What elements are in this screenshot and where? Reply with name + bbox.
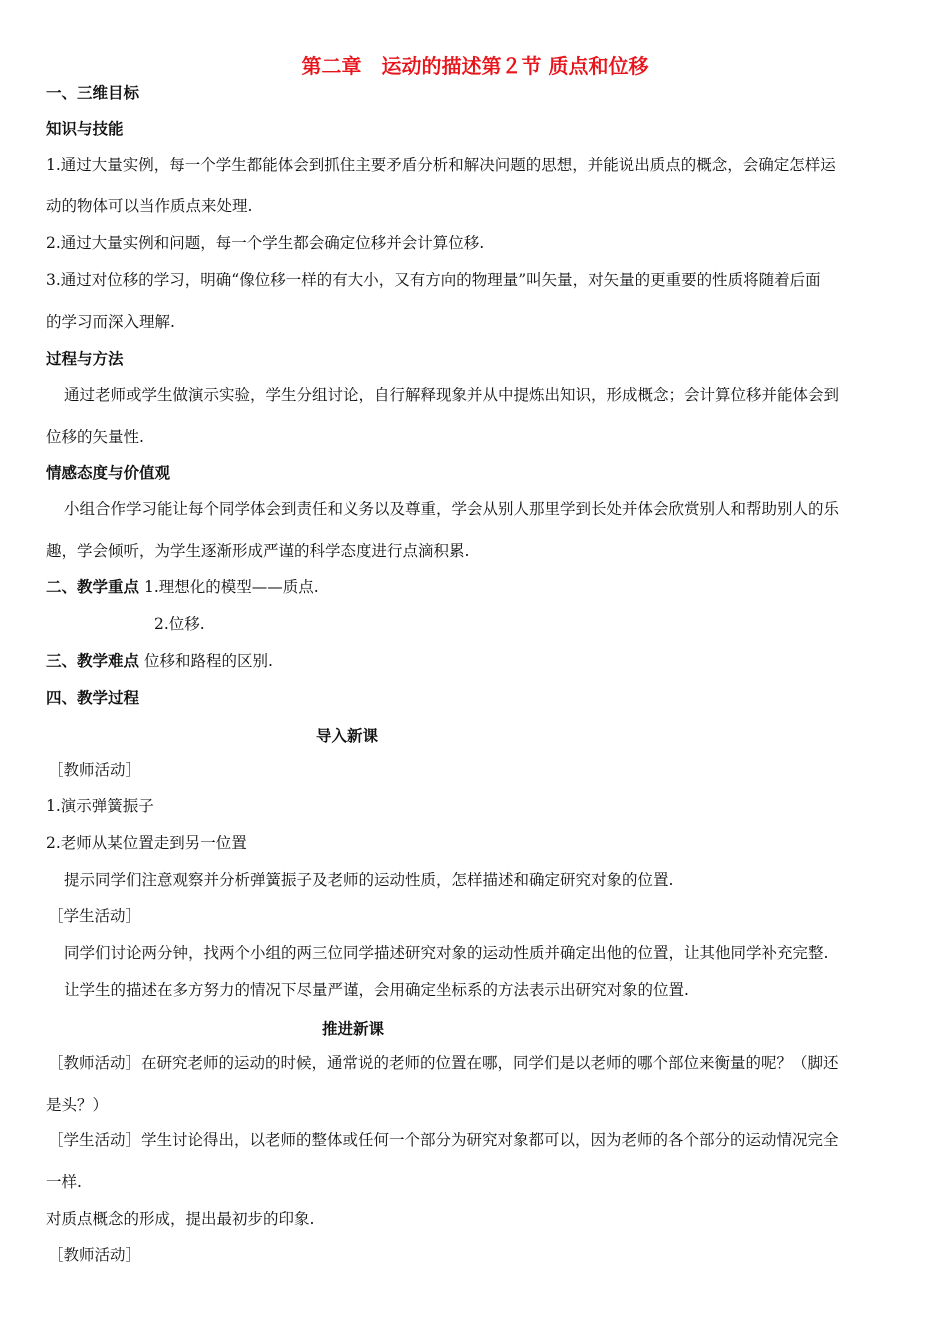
section-heading-process: 四、教学过程 (46, 689, 140, 707)
teacher-activity-label-1: ［教师活动］ (48, 761, 142, 779)
key-point-1: 1.理想化的模型——质点. (143, 578, 319, 596)
difficulty-row (46, 651, 273, 671)
teacher-activity-label-2: ［教师活动］ (48, 1246, 142, 1264)
knowledge-item-1-line-1: 1.通过大量实例，每一个学生都能体会到抓住主要矛盾分析和解决问题的思想，并能说出质点的概念，会确定怎样运 (46, 156, 836, 174)
knowledge-item-1-line-2: 动的物体可以当作质点来处理. (46, 197, 253, 215)
subheading-process-methods: 过程与方法 (46, 350, 124, 368)
subheading-emotion-values: 情感态度与价值观 (46, 464, 171, 482)
knowledge-item-3-line-2: 的学习而深入理解. (46, 313, 175, 331)
difficulty-text: 位移和路程的区别. (143, 652, 273, 670)
section-heading-key-points: 二、教学重点 (46, 578, 140, 596)
key-points-row (46, 577, 319, 597)
section-heading-objectives: 一、三维目标 (46, 84, 140, 102)
student-activity-line-1: 同学们讨论两分钟，找两个小组的两三位同学描述研究对象的运动性质并确定出他的位置，让其他同学补充完整. (64, 944, 829, 962)
heading-advance-new-lesson: 推进新课 (322, 1020, 385, 1038)
process-paragraph-line-2: 位移的矢量性. (46, 428, 144, 446)
knowledge-item-3-line-1: 3.通过对位移的学习，明确“像位移一样的有大小，又有方向的物理量”叫矢量，对矢量的更重要的性质将随着后面 (46, 271, 821, 289)
teacher-item-2: 2.老师从某位置走到另一位置 (46, 834, 247, 852)
page-title: 第二章 运动的描述第２节 质点和位移 (301, 54, 649, 78)
advance-student-line-2: 一样. (46, 1173, 82, 1191)
advance-teacher-line-1: ［教师活动］在研究老师的运动的时候，通常说的老师的位置在哪，同学们是以老师的哪个部位来衡量的呢？（脚还 (48, 1054, 839, 1072)
student-activity-label-1: ［学生活动］ (48, 907, 142, 925)
teacher-item-1: 1.演示弹簧振子 (46, 797, 154, 815)
teacher-prompt: 提示同学们注意观察并分析弹簧振子及老师的运动性质，怎样描述和确定研究对象的位置. (64, 871, 674, 889)
heading-intro-new-lesson: 导入新课 (316, 727, 379, 745)
knowledge-item-2: 2.通过大量实例和问题，每一个学生都会确定位移并会计算位移. (46, 234, 485, 252)
subheading-knowledge-skills: 知识与技能 (46, 120, 124, 138)
emotion-paragraph-line-2: 趣，学会倾听，为学生逐渐形成严谨的科学态度进行点滴积累. (46, 542, 470, 560)
student-activity-line-2: 让学生的描述在多方努力的情况下尽量严谨，会用确定坐标系的方法表示出研究对象的位置. (64, 981, 689, 999)
advance-teacher-line-2: 是头？） (46, 1096, 109, 1114)
advance-student-line-1: ［学生活动］学生讨论得出，以老师的整体或任何一个部分为研究对象都可以，因为老师的各个部分的运动情况完全 (48, 1131, 839, 1149)
emotion-paragraph-line-1: 小组合作学习能让每个同学体会到责任和义务以及尊重，学会从别人那里学到长处并体会欣赏别人和帮助别人的乐 (64, 500, 840, 518)
process-paragraph-line-1: 通过老师或学生做演示实验，学生分组讨论，自行解释现象并从中提炼出知识，形成概念；会计算位移并能体会到 (64, 386, 840, 404)
key-point-2: 2.位移. (154, 615, 205, 633)
concept-line: 对质点概念的形成，提出最初步的印象. (46, 1210, 315, 1228)
section-heading-difficulty: 三、教学难点 (46, 652, 140, 670)
